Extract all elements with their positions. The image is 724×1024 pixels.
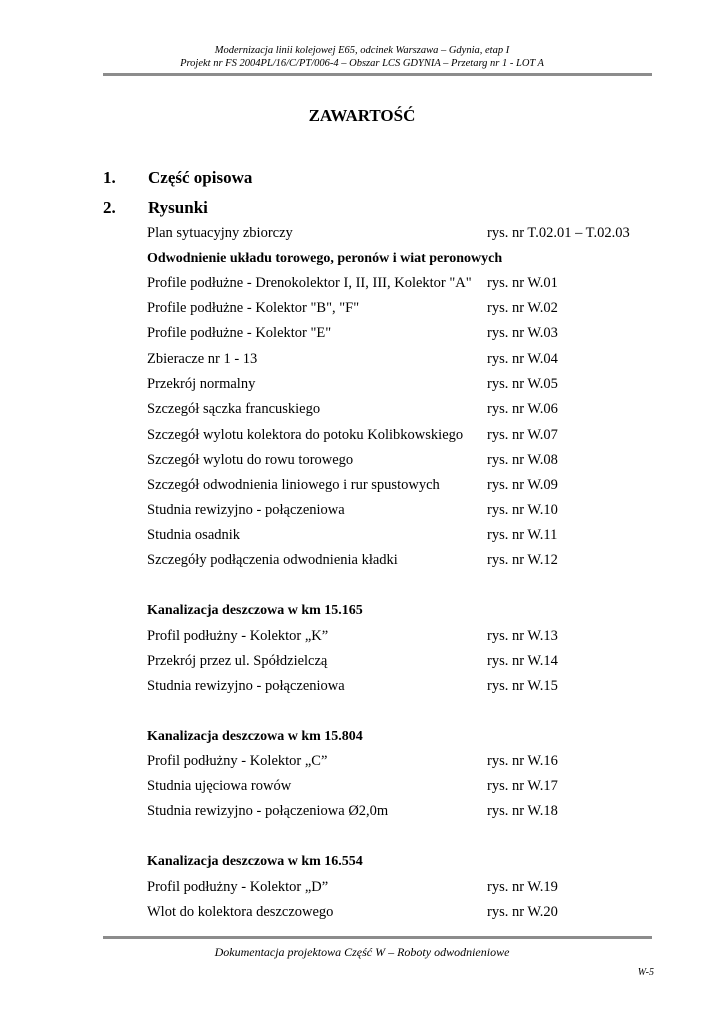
list-item — [147, 401, 647, 421]
item-label: Wlot do kolektora deszczowego — [147, 904, 334, 920]
item-ref: rys. nr W.12 — [487, 552, 558, 568]
item-label: Studnia osadnik — [147, 527, 241, 543]
section-label: Część opisowa — [148, 168, 253, 187]
item-ref: rys. nr W.11 — [487, 527, 558, 543]
group-heading: Kanalizacja deszczowa w km 15.165 — [147, 603, 363, 618]
group-heading: Odwodnienie układu torowego, peronów i wiat peronowych — [147, 251, 503, 266]
item-label: Przekrój normalny — [147, 376, 256, 392]
item-ref: rys. nr W.18 — [487, 803, 558, 819]
list-item — [147, 452, 647, 472]
list-item — [147, 879, 647, 899]
item-label: Przekrój przez ul. Spółdzielczą — [147, 653, 328, 669]
item-ref: rys. nr W.01 — [487, 275, 558, 291]
item-label: Szczegół wylotu kolektora do potoku Kolibkowskiego — [147, 427, 464, 443]
list-item — [147, 300, 647, 320]
page-header — [0, 44, 724, 70]
item-label: Szczegół sączka francuskiego — [147, 401, 321, 417]
footer-divider — [103, 936, 652, 939]
list-item — [147, 628, 647, 648]
item-label: Studnia rewizyjno - połączeniowa Ø2,0m — [147, 803, 389, 819]
group-heading: Kanalizacja deszczowa w km 15.804 — [147, 729, 363, 744]
page-title: ZAWARTOŚĆ — [308, 106, 416, 125]
item-label: Studnia ujęciowa rowów — [147, 778, 292, 794]
list-item — [147, 325, 647, 345]
item-label: Profil podłużny - Kolektor „K” — [147, 628, 329, 644]
item-label: Profile podłużne - Kolektor "E" — [147, 325, 332, 341]
section-1 — [103, 168, 252, 188]
header-divider — [103, 73, 652, 76]
list-item — [147, 904, 647, 924]
item-label: Profile podłużne - Drenokolektor I, II, III, Kolektor "A" — [147, 275, 472, 291]
header-line-1: Modernizacja linii kolejowej E65, odcinek Warszawa – Gdynia, etap I — [214, 45, 510, 56]
item-ref: rys. nr W.06 — [487, 401, 558, 417]
header-line-2: Projekt nr FS 2004PL/16/C/PT/006-4 – Obszar LCS GDYNIA – Przetarg nr 1 - LOT A — [180, 58, 544, 69]
section-2 — [103, 198, 208, 218]
item-ref: rys. nr W.02 — [487, 300, 558, 316]
item-ref: rys. nr W.03 — [487, 325, 558, 341]
list-item — [147, 477, 647, 497]
item-ref: rys. nr T.02.01 – T.02.03 — [487, 225, 630, 241]
item-ref: rys. nr W.05 — [487, 376, 558, 392]
section-label: Rysunki — [148, 198, 208, 217]
item-label: Profil podłużny - Kolektor „D” — [147, 879, 329, 895]
item-ref: rys. nr W.09 — [487, 477, 558, 493]
item-ref: rys. nr W.20 — [487, 904, 558, 920]
item-label: Szczegóły podłączenia odwodnienia kładki — [147, 552, 398, 568]
page-footer: Dokumentacja projektowa Część W – Roboty odwodnieniowe — [214, 945, 510, 959]
page-number: W-5 — [637, 967, 654, 978]
list-item — [147, 527, 647, 547]
item-ref: rys. nr W.19 — [487, 879, 558, 895]
list-item-plan — [147, 225, 647, 245]
section-number: 2. — [103, 198, 116, 217]
item-label: Szczegół wylotu do rowu torowego — [147, 452, 354, 468]
list-item — [147, 502, 647, 522]
list-item — [147, 376, 647, 396]
item-ref: rys. nr W.10 — [487, 502, 558, 518]
item-label: Plan sytuacyjny zbiorczy — [147, 225, 293, 241]
item-ref: rys. nr W.04 — [487, 351, 558, 367]
item-ref: rys. nr W.17 — [487, 778, 558, 794]
item-ref: rys. nr W.14 — [487, 653, 558, 669]
item-label: Profile podłużne - Kolektor "B", "F" — [147, 300, 360, 316]
item-label: Studnia rewizyjno - połączeniowa — [147, 678, 345, 694]
list-item — [147, 427, 647, 447]
list-item — [147, 803, 647, 823]
list-item — [147, 653, 647, 673]
item-label: Szczegół odwodnienia liniowego i rur spustowych — [147, 477, 440, 493]
item-label: Zbieracze nr 1 - 13 — [147, 351, 258, 367]
section-number: 1. — [103, 168, 116, 187]
list-item — [147, 778, 647, 798]
list-item — [147, 753, 647, 773]
item-ref: rys. nr W.13 — [487, 628, 558, 644]
list-item — [147, 275, 647, 295]
list-item — [147, 552, 647, 572]
list-item — [147, 351, 647, 371]
item-label: Studnia rewizyjno - połączeniowa — [147, 502, 345, 518]
item-label: Profil podłużny - Kolektor „C” — [147, 753, 328, 769]
list-item — [147, 678, 647, 698]
item-ref: rys. nr W.08 — [487, 452, 558, 468]
group-heading: Kanalizacja deszczowa w km 16.554 — [147, 854, 363, 869]
item-ref: rys. nr W.16 — [487, 753, 558, 769]
item-ref: rys. nr W.07 — [487, 427, 558, 443]
item-ref: rys. nr W.15 — [487, 678, 558, 694]
